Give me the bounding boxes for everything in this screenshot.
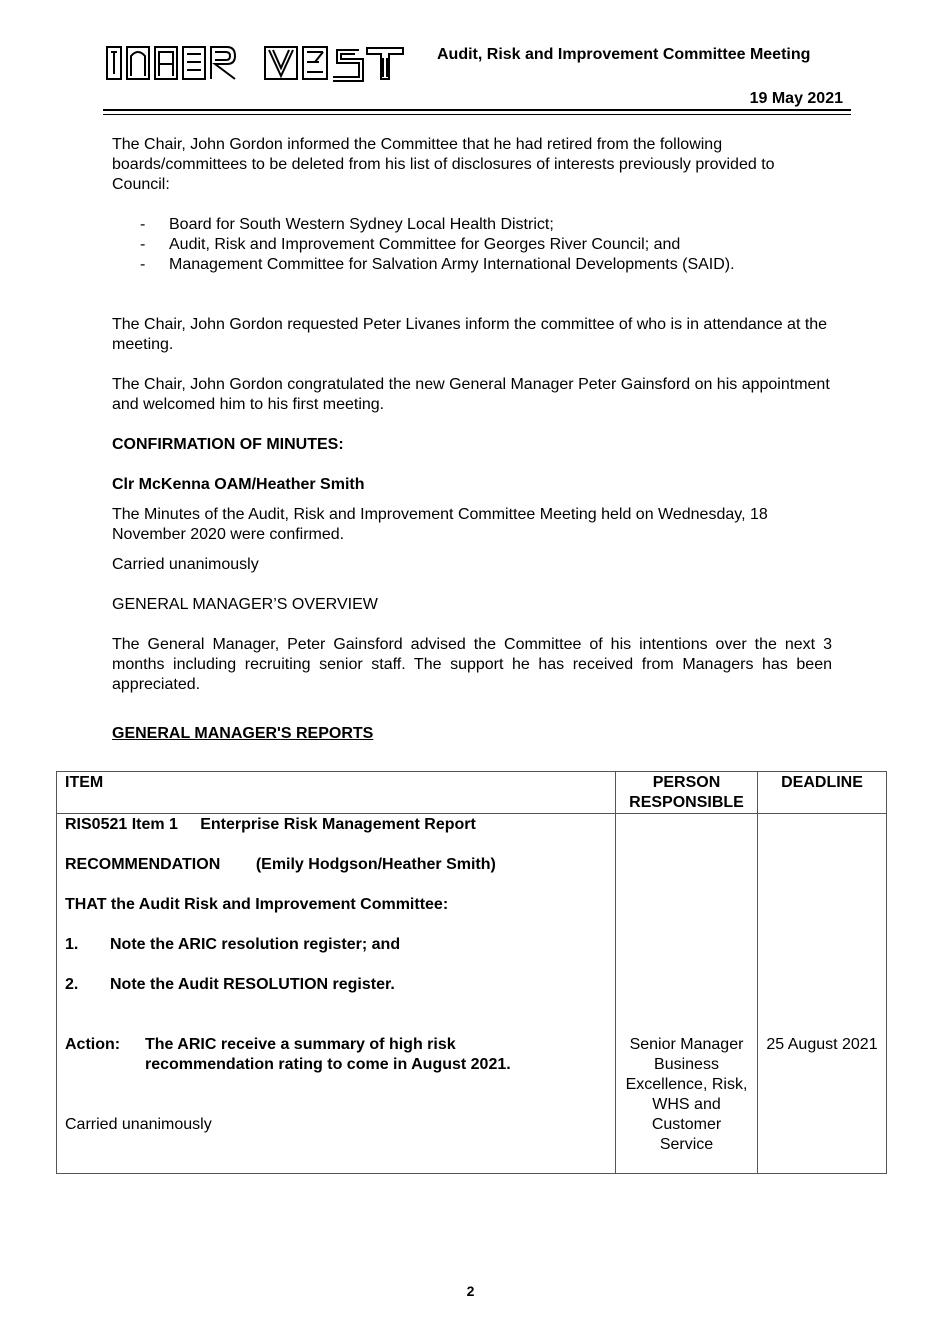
item-code: RIS0521 Item 1 — [65, 816, 178, 833]
table-header-row — [57, 772, 887, 814]
carried-text: Carried unanimously — [65, 1116, 212, 1133]
header-rule-thick — [103, 109, 851, 111]
recommendation-label: RECOMMENDATION — [65, 856, 221, 873]
item-cell — [57, 814, 616, 1174]
gm-overview-paragraph: The General Manager, Peter Gainsford advised the Committee of his intentions over the next 3 months including recruiting senior staff. The support he has received from Managers has been appreciated. — [112, 636, 832, 693]
list-item: - Management Committee for Salvation Army International Developments (SAID). — [112, 255, 832, 275]
resolution-item: 2. Note the Audit RESOLUTION register. — [65, 976, 395, 993]
person-responsible: Senior Manager Business Excellence, Risk, WHS and Customer Service — [625, 1036, 748, 1153]
column-header-person: PERSON RESPONSIBLE — [616, 772, 758, 814]
action-label: Action: — [65, 1036, 121, 1053]
list-item: - Board for South Western Sydney Local Health District; — [112, 215, 832, 235]
document-title: Audit, Risk and Improvement Committee Meeting — [437, 46, 811, 63]
confirmation-movers: Clr McKenna OAM/Heather Smith — [112, 476, 365, 493]
meeting-date: 19 May 2021 — [749, 90, 843, 107]
table-row — [57, 814, 887, 1174]
resolution-item: 1. Note the ARIC resolution register; and — [65, 936, 401, 953]
that-line: THAT the Audit Risk and Improvement Committee: — [65, 896, 449, 913]
carried-text: Carried unanimously — [112, 556, 259, 573]
minutes-confirmed-paragraph: The Minutes of the Audit, Risk and Improvement Committee Meeting held on Wednesday, 18 November 2020 were confirmed. — [112, 506, 768, 543]
column-header-item: ITEM — [57, 772, 616, 814]
congratulations-paragraph: The Chair, John Gordon congratulated the new General Manager Peter Gainsford on his appointment and welcomed him to his first meeting. — [112, 376, 830, 413]
page-number: 2 — [466, 1283, 475, 1299]
action-text: The ARIC receive a summary of high risk recommendation rating to come in August 2021. — [145, 1036, 511, 1073]
gm-reports-table — [56, 771, 887, 1174]
retired-boards-list — [112, 215, 832, 275]
list-item: - Audit, Risk and Improvement Committee for Georges River Council; and — [112, 235, 832, 255]
minutes-body — [112, 135, 832, 744]
chair-disclosure-paragraph: The Chair, John Gordon informed the Committee that he had retired from the following boards/committees to be deleted from his list of disclosures of interests previously provided to Council: — [112, 136, 775, 193]
column-header-deadline: DEADLINE — [758, 772, 887, 814]
recommendation-movers: (Emily Hodgson/Heather Smith) — [255, 856, 496, 873]
item-title: Enterprise Risk Management Report — [200, 816, 476, 833]
logo-graphic — [105, 44, 410, 84]
gm-reports-heading: GENERAL MANAGER'S REPORTS — [112, 725, 374, 742]
header-rule-thin — [103, 114, 851, 115]
deadline-cell — [758, 814, 887, 1174]
confirmation-heading: CONFIRMATION OF MINUTES: — [112, 436, 344, 453]
action-line — [65, 1035, 607, 1075]
deadline-value: 25 August 2021 — [766, 1036, 878, 1053]
attendance-paragraph: The Chair, John Gordon requested Peter Livanes inform the committee of who is in attendance at the meeting. — [112, 316, 828, 353]
inner-west-logo — [105, 44, 410, 89]
gm-overview-heading: GENERAL MANAGER’S OVERVIEW — [112, 596, 378, 613]
person-cell — [616, 814, 758, 1174]
